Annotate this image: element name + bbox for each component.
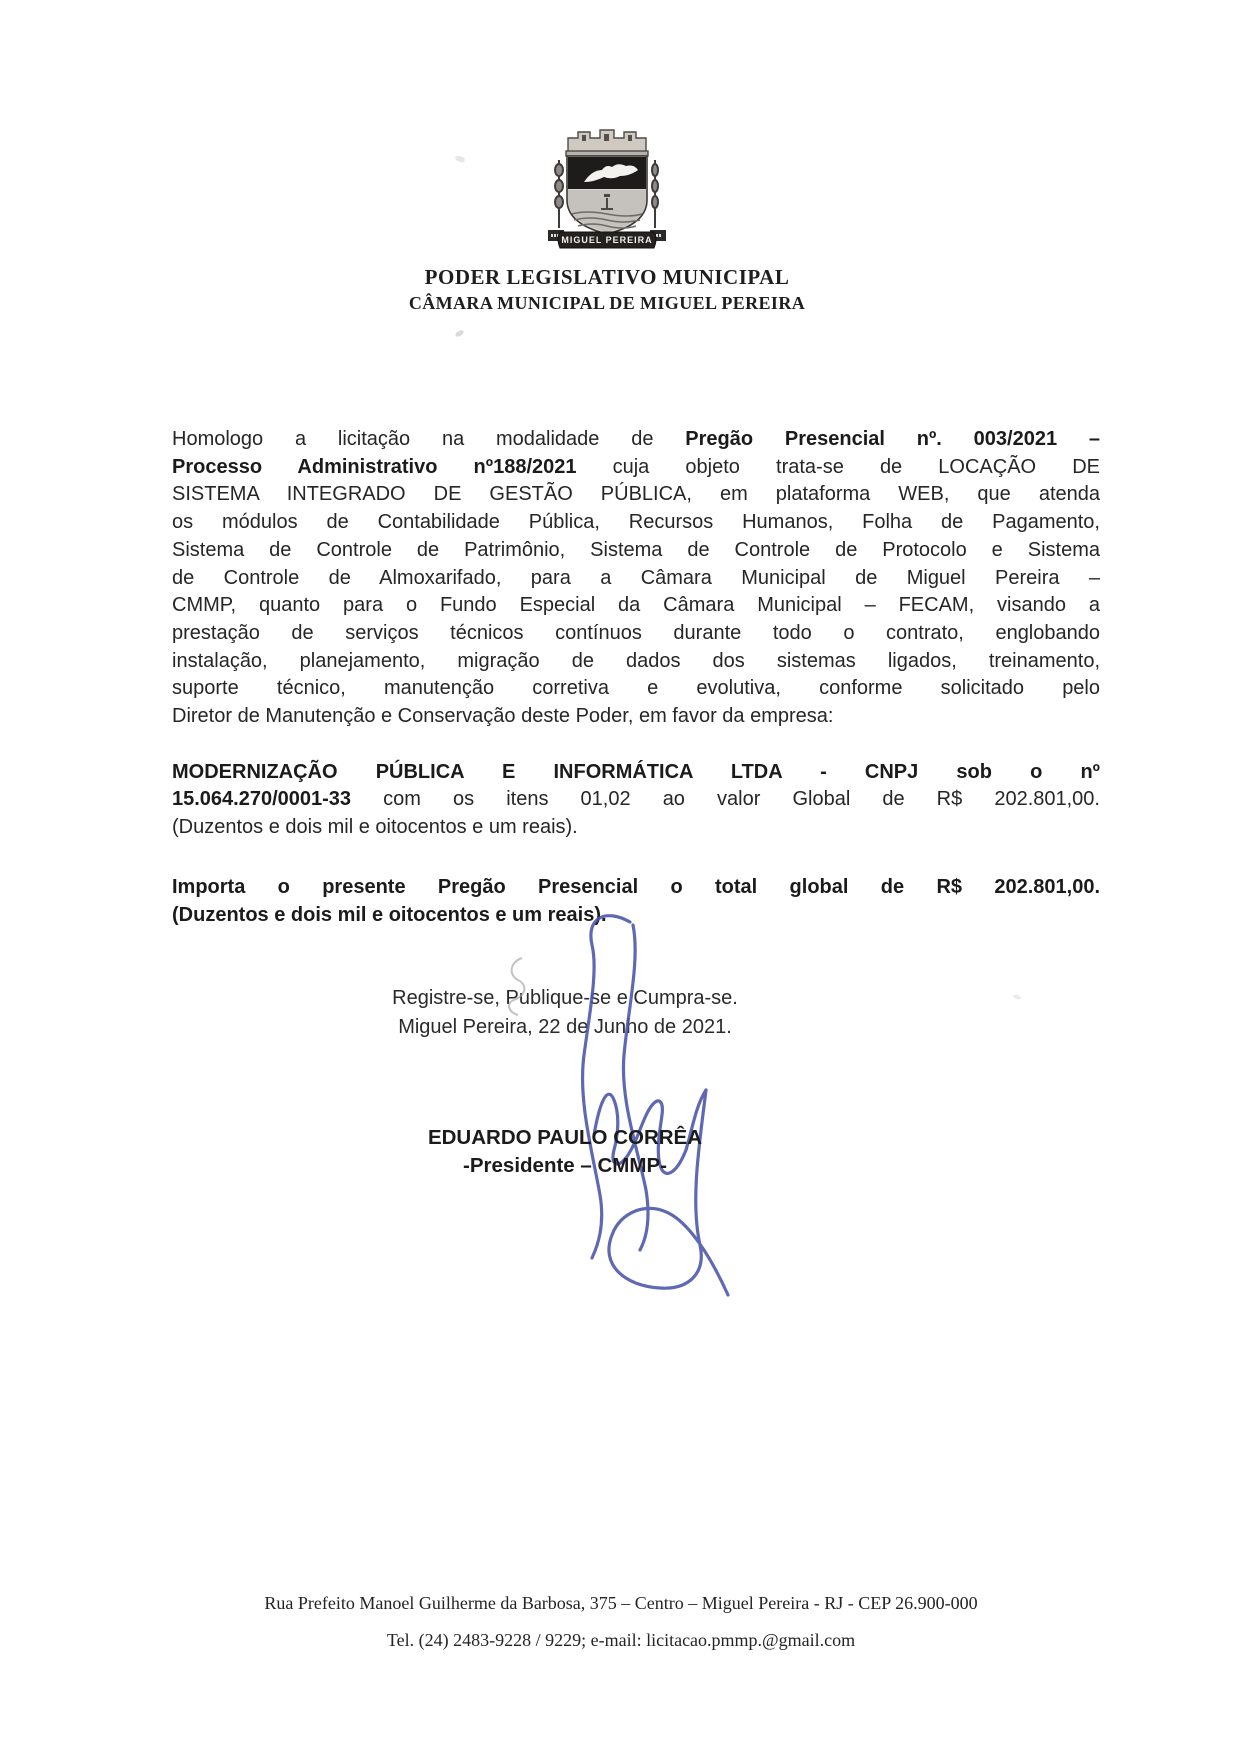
closing-block [0,984,1130,1042]
bold-text-segment: Processo Administrativo nº188/2021 [172,455,577,478]
text-line [172,902,1100,930]
document-body [172,426,1100,929]
scan-speck [454,329,464,338]
text-segment: os módulos de Contabilidade Pública, Recursos Humanos, Folha de Pagamento, [172,511,1100,534]
text-segment: cuja objeto trata-se de LOCAÇÃO DE [576,455,1100,478]
text-segment: com os itens 01,02 ao valor Global de R$ 202.801,00. [351,788,1100,811]
footer-address-line: Rua Prefeito Manoel Guilherme da Barbosa, 375 – Centro – Miguel Pereira - RJ - CEP 26.900-000 [264,1593,978,1613]
signatory-name: EDUARDO PAULO CORRÊA [427,1126,703,1149]
text-line [172,454,1100,482]
text-line [172,759,1100,787]
bold-text-segment: (Duzentos e dois mil e oitocentos e um reais). [172,903,607,926]
org-name-line1: PODER LEGISLATIVO MUNICIPAL [424,265,790,289]
text-segment: CMMP, quanto para o Fundo Especial da Câmara Municipal – FECAM, visando a [172,594,1100,617]
text-line [172,509,1100,537]
paragraph-homologation [172,426,1100,731]
text-segment: SISTEMA INTEGRADO DE GESTÃO PÚBLICA, em plataforma WEB, que atenda [172,483,1100,506]
document-footer [0,1585,1242,1659]
text-line [172,481,1100,509]
text-line [172,537,1100,565]
text-line [172,565,1100,593]
text-segment: instalação, planejamento, migração de dados dos sistemas ligados, treinamento, [172,649,1100,672]
bold-text-segment: 15.064.270/0001-33 [172,788,352,811]
org-name-line2: CÂMARA MUNICIPAL DE MIGUEL PEREIRA [408,293,806,313]
document-header [0,126,1214,314]
paragraph-total-value [172,874,1100,929]
bold-text-segment: Pregão Presencial nº. 003/2021 – [685,428,1100,450]
text-segment: Sistema de Controle de Patrimônio, Sistema de Controle de Protocolo e Sistema [172,538,1100,561]
signatory-role: -Presidente – CMMP- [463,1153,667,1177]
paragraph-company-award [172,759,1100,842]
text-segment: suporte técnico, manutenção corretiva e evolutiva, conforme solicitado pelo [172,677,1100,700]
text-line [172,592,1100,620]
crest-banner-text: MIGUEL PEREIRA [561,235,653,245]
text-segment: prestação de serviços técnicos contínuos durante todo o contrato, englobando [172,621,1100,644]
signatory-block [0,1124,1130,1179]
closing-order-line: Registre-se, Publique-se e Cumpra-se. [392,987,738,1009]
text-segment: Homologo a licitação na modalidade de [172,428,686,450]
text-line [172,620,1100,648]
closing-date-line: Miguel Pereira, 22 de Junho de 2021. [398,1016,732,1038]
text-line [172,786,1100,814]
text-segment: de Controle de Almoxarifado, para a Câmara Municipal de Miguel Pereira – [172,566,1100,589]
bold-text-segment: MODERNIZAÇÃO PÚBLICA E INFORMÁTICA LTDA - CNPJ sob o nº [172,760,1100,783]
coat-of-arms-icon [546,126,668,250]
footer-contact-line: Tel. (24) 2483-9228 / 9229; e-mail: licitacao.pmmp.@gmail.com [386,1630,856,1650]
text-line [172,426,1100,454]
text-line [172,675,1100,703]
text-line [172,703,1100,731]
text-segment: (Duzentos e dois mil e oitocentos e um reais). [172,816,578,839]
text-segment: Diretor de Manutenção e Conservação deste Poder, em favor da empresa: [172,705,834,728]
bold-text-segment: Importa o presente Pregão Presencial o total global de R$ 202.801,00. [172,875,1100,898]
text-line [172,814,1100,842]
text-line [172,648,1100,676]
text-line [172,874,1100,902]
